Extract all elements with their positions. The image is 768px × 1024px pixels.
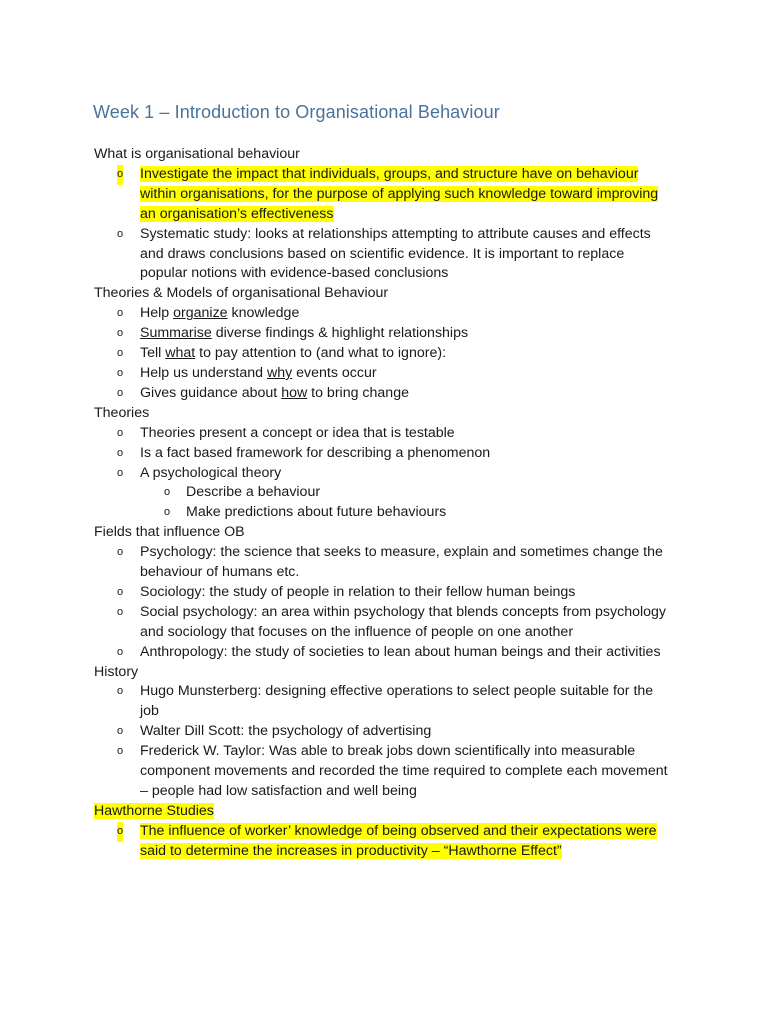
- section-heading: Theories & Models of organisational Behaviour: [94, 285, 389, 302]
- bullet-icon: o: [117, 585, 124, 598]
- underlined-word: why: [266, 364, 293, 381]
- underlined-word: what: [165, 345, 196, 362]
- list-item-text: Social psychology: an area within psychology that blends concepts from psychology and sociology that focuses on the influence of people on one another: [140, 603, 667, 640]
- list-item: [94, 643, 670, 663]
- list-item-text: The influence of worker’ knowledge of being observed and their expectations were said to determine the increases in productivity – “Hawthorne Effect”: [140, 822, 657, 859]
- list-item: [94, 344, 670, 364]
- list-item-text: Hugo Munsterberg: designing effective operations to select people suitable for the job: [140, 683, 654, 720]
- list-item-text: Sociology: the study of people in relation to their fellow human beings: [140, 583, 576, 600]
- underlined-word: how: [281, 384, 308, 401]
- list-item: [94, 822, 670, 862]
- bullet-icon: o: [117, 426, 124, 439]
- list-item-text: Is a fact based framework for describing a phenomenon: [140, 444, 491, 461]
- section-heading: Fields that influence OB: [94, 524, 245, 541]
- list-item-text-post: knowledge: [227, 305, 300, 322]
- bullet-icon: o: [117, 446, 124, 459]
- list-item: [94, 464, 670, 484]
- bullet-icon: o: [117, 605, 124, 618]
- list-item-text-pre: Gives guidance about: [140, 384, 282, 401]
- bullet-icon: o: [117, 645, 124, 658]
- list-item-text-pre: Tell: [140, 345, 166, 362]
- section-heading: Theories: [94, 404, 150, 421]
- list-item-text: Psychology: the science that seeks to measure, explain and sometimes change the behaviour of humans etc.: [140, 544, 663, 581]
- bullet-icon: o: [117, 327, 124, 340]
- list-item-text-post: to bring change: [307, 384, 409, 401]
- list-item: [94, 225, 670, 285]
- document-body: [94, 145, 694, 862]
- document-title: Week 1 – Introduction to Organisational Behaviour: [93, 102, 500, 122]
- list-item-text: Systematic study: looks at relationships attempting to attribute causes and effects and draws conclusions based on scientific evidence. It is important to replace popular notions with evidence-based conclusions: [140, 225, 651, 282]
- list-item-text: Make predictions about future behaviours: [186, 504, 447, 521]
- bullet-icon: o: [117, 745, 124, 758]
- list-item-text-post: events occur: [292, 364, 377, 381]
- list-item-text: Describe a behaviour: [186, 484, 321, 501]
- bullet-icon: o: [117, 366, 124, 379]
- list-item: [94, 304, 670, 324]
- list-item: [94, 682, 670, 722]
- list-item-text: Frederick W. Taylor: Was able to break jobs down scientifically into measurable component movements and recorded the time required to complete each movement – people had low satisfaction and well being: [140, 743, 668, 799]
- list-item: [94, 364, 670, 384]
- bullet-icon: o: [164, 486, 171, 499]
- list-item-text-pre: Help us understand: [140, 364, 267, 381]
- section-heading: History: [94, 663, 139, 680]
- list-item: [94, 742, 670, 802]
- section-heading: What is organisational behaviour: [94, 146, 300, 162]
- bullet-icon: o: [117, 165, 123, 185]
- bullet-icon: o: [117, 725, 124, 738]
- list-item-text: Walter Dill Scott: the psychology of advertising: [140, 723, 432, 740]
- bullet-icon: o: [117, 386, 124, 399]
- bullet-icon: o: [117, 347, 124, 360]
- bullet-icon: o: [117, 822, 123, 842]
- list-item: [94, 384, 670, 404]
- list-item-text: Anthropology: the study of societies to lean about human beings and their activities: [140, 643, 661, 660]
- list-item: [94, 543, 670, 583]
- bullet-icon: o: [117, 685, 124, 698]
- section-heading: [94, 802, 694, 822]
- bullet-icon: o: [117, 227, 124, 240]
- bullet-icon: o: [117, 307, 124, 320]
- bullet-icon: o: [117, 466, 124, 479]
- list-item: [94, 424, 670, 444]
- list-item: [94, 444, 670, 464]
- list-item-text: A psychological theory: [140, 464, 282, 481]
- list-item-text-post: to pay attention to (and what to ignore):: [195, 345, 447, 362]
- list-item-text: Theories present a concept or idea that is testable: [140, 424, 455, 441]
- list-item: [94, 324, 670, 344]
- list-item: [94, 603, 670, 643]
- list-item-text-pre: Help: [140, 305, 174, 322]
- list-item: [94, 165, 670, 225]
- list-item: [94, 583, 670, 603]
- list-item: [94, 722, 670, 742]
- underlined-word: organize: [173, 305, 228, 322]
- list-item-text: Investigate the impact that individuals, groups, and structure have on behaviour within organisations, for the purpose of applying such knowledge toward improving an organisation’s effectiveness: [140, 165, 659, 222]
- sub-list-item: [94, 503, 670, 523]
- underlined-word: Summarise: [140, 325, 212, 342]
- sub-list-item: [94, 483, 670, 503]
- bullet-icon: o: [117, 546, 124, 559]
- bullet-icon: o: [164, 506, 171, 519]
- list-item-text-post: diverse findings & highlight relationships: [211, 325, 469, 342]
- section-heading-text: Hawthorne Studies: [94, 802, 214, 819]
